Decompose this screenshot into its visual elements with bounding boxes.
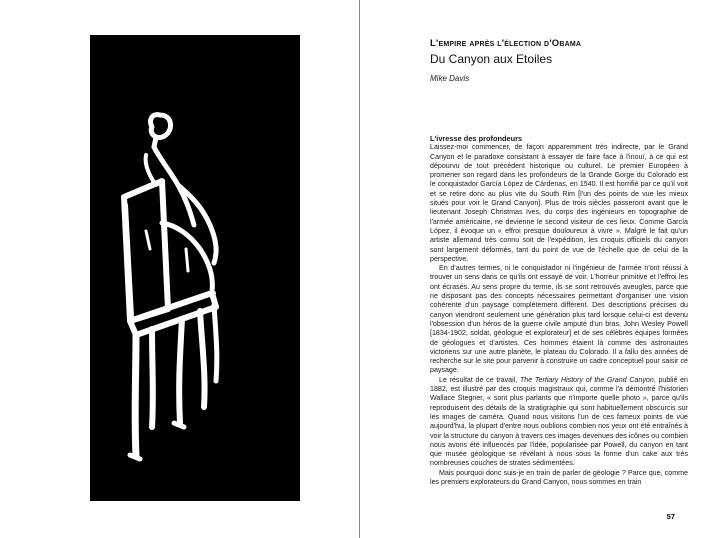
article-title: Du Canyon aux Etoiles [430, 52, 553, 66]
book-title-italic: The Tertiary History of the Grand Canyon [519, 375, 654, 384]
paragraph-3-rest: , publié en 1882, est illustré par des croquis magistraux qui, comme l'a démontré l'historien Wallace Stegner, « sont plus parlants que n'importe quelle photo », parce qu'ils reproduisent des détails de la stratigraphie qui sont habituellement obscurcis sur les images de caméra. Quand nous visitons l'un de ces fameux points de vue aujourd'hui, la plupart d'entre nous oublions combien nos yeux ont été entraînés à voir la structure du canyon à travers ces images devenues des icônes ou combien nous avons été influencés par l'idée, popularisée par Powell, du canyon en tant que musée géologique se révélant à nous sous la forme d'un cake aux très nombreuses couches de strates sédimentées. [430, 375, 688, 468]
author-name: Mike Davis [430, 74, 470, 83]
paragraph-2: En d'autres termes, ni le conquistador ni l'ingénieur de l'armée n'ont réussi à trouver un sens dans ce qu'ils ont essayé de voir. L'horreur primitive et l'effroi les ont écrasés. Au sens propre du terme, ils se sont retrouvés aveugles, parce que ne disposant pas des concepts nécessaires permettant d'organiser une vision cohérente d'un paysage complètement différent. Des descriptions précises du canyon viendront seulement une génération plus tard lorsque celui-ci est devenu l'obsession d'un héros de la guerre civile amputé d'un bras, John Wesley Powell [1834-1902, soldat, géologue et explorateur] et de ses célèbres équipes formées de géologues et d'artistes. Ces hommes étaient là comme des astronautes victoriens sur une autre planète, le plateau du Colorado. Il a fallu des années de recherche sur le site pour parvenir à construire un cadre conceptuel pour saisir ce paysage. [430, 264, 688, 375]
page-number: 57 [666, 512, 675, 521]
seated-figure-drawing-icon [90, 35, 300, 501]
paragraph-4: Mais pourquoi donc suis-je en train de parler de géologie ? Parce que, comme les premiers explorateurs du Grand Canyon, nous sommes en train [430, 468, 688, 486]
section-kicker: L'empire après l'élection d'Obama [430, 38, 582, 49]
right-page [360, 0, 720, 538]
article-body [430, 134, 688, 487]
paragraph-3-lead: Le résultat de ce travail, [439, 375, 520, 384]
section-heading: L'ivresse des profondeurs [430, 134, 523, 143]
paragraph-1: Laissez-moi commencer, de façon apparemment très indirecte, par le Grand Canyon et le paradoxe consistant à essayer de faire face à l'inouï, à ce qui est dépourvu de tout précédent historique ou culturel. Le premier Européen à promener son regard dans les profondeurs de la Grande Gorge du Colorado est le conquistador García López de Cárdenas, en 1540. Il est horrifié par ce qu'il voit et se retire donc au plus vite du South Rim [l'un des points de vue les mieux situés pour voir le Grand Canyon]. Plus de trois siècles passeront avant que le lieutenant Joseph Christmas Ives, du corps des ingénieurs en topographie de l'armée américaine, ne devienne le second visiteur de ces lieux. Comme García López, il évoque un « effroi presque douloureux à vivre ». Malgré le fait qu'un artiste allemand très connu soit de l'expédition, les croquis officiels du canyon sont largement déformés, tant du point de vue de l'échelle que de celui de la perspective. [430, 143, 688, 263]
paragraph-3 [430, 376, 688, 469]
artwork-seated-figure [90, 35, 300, 501]
